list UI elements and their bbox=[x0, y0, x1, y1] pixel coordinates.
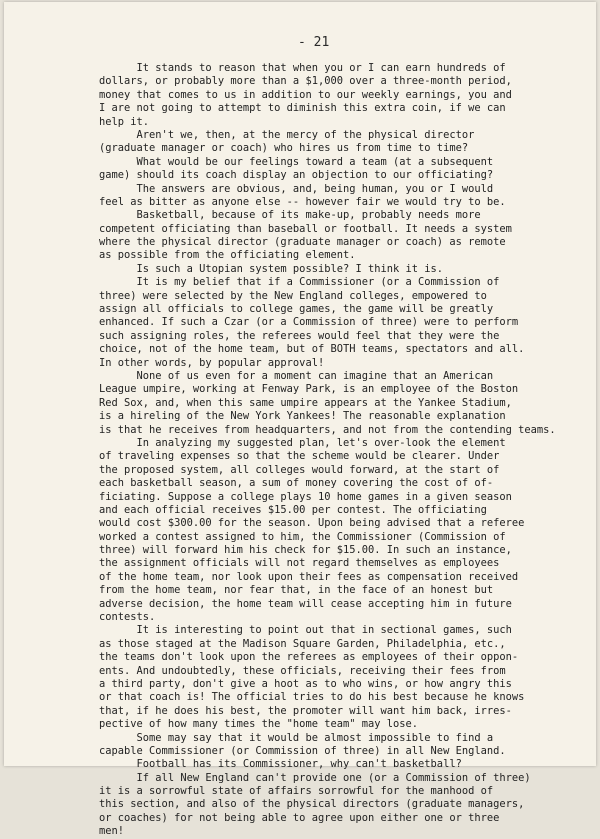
text-line: It is my belief that if a Commissioner (or a Commission of bbox=[99, 276, 500, 289]
text-line: If all New England can't provide one (or a Commission of three) bbox=[99, 771, 531, 784]
text-line: help it. bbox=[99, 115, 150, 128]
text-line: dollars, or probably more than a $1,000 over a three-month period, bbox=[99, 75, 512, 88]
text-line: Is such a Utopian system possible? I think it is. bbox=[99, 262, 444, 275]
text-line: capable Commissioner (or Commission of three) in all New England. bbox=[99, 744, 506, 757]
text-line: the proposed system, all colleges would forward, at the start of bbox=[99, 463, 500, 476]
text-line: In analyzing my suggested plan, let's over-look the element bbox=[99, 436, 506, 449]
text-line: It stands to reason that when you or I can earn hundreds of bbox=[99, 62, 506, 74]
text-line: League umpire, working at Fenway Park, is an employee of the Boston bbox=[99, 383, 519, 396]
text-line: (graduate manager or coach) who hires us from time to time? bbox=[99, 142, 469, 155]
text-line: Basketball, because of its make-up, probably needs more bbox=[99, 209, 481, 222]
text-line: worked a contest assigned to him, the Commissioner (Commission of bbox=[99, 530, 506, 543]
text-line: adverse decision, the home team will cease accepting him in future bbox=[99, 597, 512, 610]
text-line: contests. bbox=[99, 611, 156, 624]
text-line: is that he receives from headquarters, and not from the contending teams. bbox=[99, 423, 556, 436]
text-line: In other words, by popular approval! bbox=[99, 356, 325, 369]
text-line: the teams don't look upon the referees as employees of their oppon- bbox=[99, 651, 519, 664]
text-line: three) will forward him his check for $15.00. In such an instance, bbox=[99, 544, 512, 557]
text-line: from the home team, nor fear that, in the face of an honest but bbox=[99, 584, 494, 597]
text-line: as those staged at the Madison Square Garden, Philadelphia, etc., bbox=[99, 637, 506, 650]
text-line: of the home team, nor look upon their fees as compensation received bbox=[99, 570, 519, 583]
text-line: and each official receives $15.00 per contest. The officiating bbox=[99, 503, 487, 516]
text-line: that, if he does his best, the promoter will want him back, irres- bbox=[99, 704, 512, 717]
text-line: game) should its coach display an objection to our officiating? bbox=[99, 169, 494, 182]
text-line: the assignment officials will not regard themselves as employees bbox=[99, 557, 500, 570]
text-line: it is a sorrowful state of affairs sorrowful for the manhood of bbox=[99, 785, 494, 798]
text-line: where the physical director (graduate manager or coach) as remote bbox=[99, 236, 506, 249]
text-line: I are not going to attempt to diminish this extra coin, if we can bbox=[99, 102, 506, 115]
text-line: three) were selected by the New England colleges, empowered to bbox=[99, 289, 487, 302]
text-line: Red Sox, and, when this same umpire appears at the Yankee Stadium, bbox=[99, 396, 512, 409]
text-line: such assigning roles, the referees would feel that they were the bbox=[99, 329, 500, 342]
text-line: It is interesting to point out that in sectional games, such bbox=[99, 624, 512, 637]
text-line: of traveling expenses so that the scheme would be clearer. Under bbox=[99, 450, 500, 463]
text-line: men! bbox=[99, 825, 125, 838]
text-line: this section, and also of the physical directors (graduate managers, bbox=[99, 798, 525, 811]
text-line: assign all officials to college games, the game will be greatly bbox=[99, 303, 494, 316]
text-line: each basketball season, a sum of money covering the cost of of- bbox=[99, 477, 494, 490]
text-line: Some may say that it would be almost impossible to find a bbox=[99, 731, 494, 744]
text-line: as possible from the officiating element. bbox=[99, 249, 356, 262]
text-line: None of us even for a moment can imagine that an American bbox=[99, 369, 494, 382]
text-line: choice, not of the home team, but of BOTH teams, spectators and all. bbox=[99, 343, 525, 356]
text-line: What would be our feelings toward a team (at a subsequent bbox=[99, 155, 494, 168]
text-line: or that coach is! The official tries to do his best because he knows bbox=[99, 691, 525, 704]
text-line: is a hireling of the New York Yankees! The reasonable explanation bbox=[99, 410, 506, 423]
text-line: Football has its Commissioner, why can't basketball? bbox=[99, 758, 462, 771]
text-line: pective of how many times the "home team" may lose. bbox=[99, 718, 419, 731]
text-line: would cost $300.00 for the season. Upon being advised that a referee bbox=[99, 517, 525, 530]
text-line: ents. And undoubtedly, these officials, receiving their fees from bbox=[99, 664, 506, 677]
page-number: - 21 bbox=[298, 35, 330, 50]
text-line: competent officiating than baseball or football. It needs a system bbox=[99, 222, 512, 235]
text-line: money that comes to us in addition to our weekly earnings, you and bbox=[99, 88, 512, 101]
paper-sheet bbox=[4, 2, 596, 838]
typed-body-text bbox=[99, 62, 599, 839]
text-line: feel as bitter as anyone else -- however fair we would try to be. bbox=[99, 195, 506, 208]
text-line: a third party, don't give a hoot as to who wins, or how angry this bbox=[99, 677, 512, 690]
text-line: Aren't we, then, at the mercy of the physical director bbox=[99, 128, 475, 141]
text-line: enhanced. If such a Czar (or a Commission of three) were to perform bbox=[99, 316, 519, 329]
text-line: The answers are obvious, and, being human, you or I would bbox=[99, 182, 494, 195]
text-line: or coaches) for not being able to agree upon either one or three bbox=[99, 811, 500, 824]
text-line: ficiating. Suppose a college plays 10 home games in a given season bbox=[99, 490, 512, 503]
